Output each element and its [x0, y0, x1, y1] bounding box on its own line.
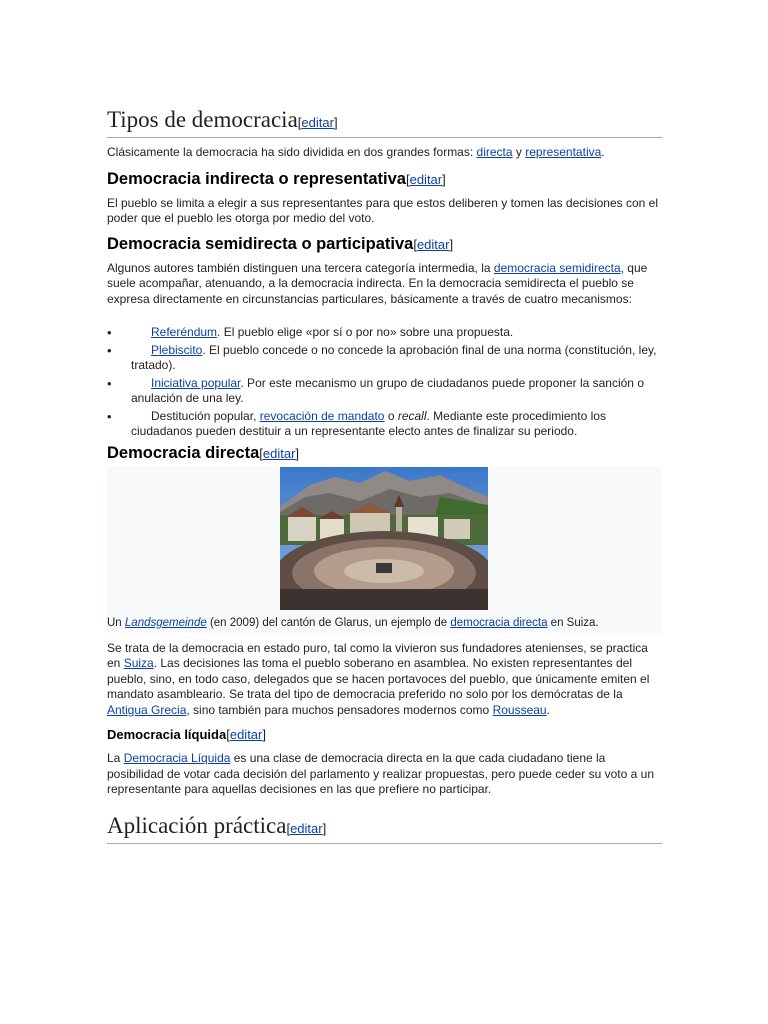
- text: Se trata de la democracia en estado puro, tal como la vivieron sus fundadores atenienses, se practica en: [107, 640, 648, 670]
- section-heading-liquida: [107, 726, 662, 744]
- text: .: [601, 145, 605, 159]
- text: , sino también para muchos pensadores modernos como: [186, 702, 493, 717]
- edit-link[interactable]: editar: [409, 171, 443, 187]
- section-heading-aplicacion: [107, 812, 662, 844]
- text: . El pueblo elige «por sí o por no» sobre una propuesta.: [217, 325, 514, 339]
- section-heading-directa: [107, 442, 662, 465]
- heading-text: Democracia semidirecta o participativa: [107, 234, 414, 253]
- paragraph-directa: [107, 641, 662, 719]
- text: . Las decisiones las toma el pueblo soberano en asamblea. No existen representantes del pueblo, sino, en todo caso, delegados que se hacen portavoces del pueblo, que únicamente emiten el mandato asambleario. Se trata del tipo de democracia preferido no solo por los demócratas de la: [107, 656, 650, 701]
- link-iniciativa-popular[interactable]: Iniciativa popular: [151, 375, 241, 390]
- link-antigua-grecia[interactable]: Antigua Grecia: [107, 702, 187, 717]
- heading-text: Aplicación práctica: [107, 812, 287, 838]
- link-referendum[interactable]: Referéndum: [151, 325, 218, 339]
- list-item: [107, 325, 662, 341]
- link-plebiscito[interactable]: Plebiscito: [151, 342, 203, 357]
- heading-text: Democracia directa: [107, 443, 260, 462]
- link-representativa[interactable]: representativa: [525, 145, 602, 159]
- link-rousseau[interactable]: Rousseau: [492, 702, 547, 717]
- figure-caption: [107, 616, 599, 630]
- text: . Mediante este procedimiento los ciudadanos pueden destituir a un representante electo antes de finalizar su periodo.: [131, 408, 606, 438]
- edit-section-indirecta: [editar]: [405, 171, 446, 187]
- edit-link[interactable]: editar: [262, 445, 296, 461]
- text: Destitución popular,: [151, 408, 260, 423]
- bullet-icon: •: [107, 342, 112, 358]
- heading-text: Tipos de democracia: [107, 107, 298, 132]
- article-content: [107, 106, 662, 844]
- text: , que suele acompañar, atenuando, a la democracia indirecta. En la democracia semidirecta el pueblo se expresa directamente en circunstancias particulares, básicamente a través de cuatro mecanismos:: [107, 260, 648, 306]
- text: en Suiza.: [547, 616, 599, 629]
- text: . El pueblo concede o no concede la aprobación final de una norma (constitución, ley, tratado).: [131, 342, 657, 372]
- paragraph-liquida: [107, 751, 662, 798]
- text: o: [384, 408, 398, 423]
- edit-section-aplicacion: [editar]: [286, 820, 327, 836]
- text: Un: [107, 616, 125, 629]
- edit-link[interactable]: editar: [229, 727, 263, 742]
- text: es una clase de democracia directa en la que cada ciudadano tiene la posibilidad de votar cada decisión del parlamento y realizar propuestas, pero puede ceder su voto a un representante para aquellas decisiones en las que prefiere no participar.: [107, 751, 655, 796]
- link-democracia-liquida[interactable]: Democracia Líquida: [123, 751, 231, 765]
- heading-text: Democracia indirecta o representativa: [107, 169, 406, 188]
- figure-landsgemeinde: [107, 467, 662, 633]
- text: y: [512, 145, 526, 159]
- text: La: [107, 751, 124, 765]
- text: (en 2009) del cantón de Glarus, un ejemplo de: [206, 616, 451, 629]
- edit-section-liquida: [editar]: [226, 727, 266, 742]
- heading-text: Democracia líquida: [107, 727, 227, 742]
- link-revocacion-mandato[interactable]: revocación de mandato: [259, 408, 385, 423]
- paragraph-indirecta: El pueblo se limita a elegir a sus representantes para que estos deliberen y tomen las decisiones con el poder que el pueblo les otorga por medio del voto.: [107, 195, 658, 225]
- link-democracia-semidirecta[interactable]: democracia semidirecta: [493, 260, 621, 275]
- bullet-icon: •: [107, 325, 112, 340]
- paragraph-semidirecta: [107, 261, 662, 308]
- section-heading-tipos: [107, 106, 662, 138]
- edit-section-tipos: [editar]: [297, 115, 338, 130]
- text: . Por este mecanismo un grupo de ciudadanos puede proponer la sanción o anulación de una ley.: [131, 375, 644, 405]
- link-democracia-directa[interactable]: democracia directa: [450, 616, 548, 629]
- bullet-icon: •: [107, 408, 112, 424]
- landsgemeinde-photo[interactable]: [280, 467, 488, 610]
- link-landsgemeinde[interactable]: Landsgemeinde: [124, 616, 207, 629]
- text: Clásicamente la democracia ha sido dividida en dos grandes formas:: [107, 145, 477, 159]
- text: Algunos autores también distinguen una tercera categoría intermedia, la: [107, 260, 494, 275]
- link-suiza[interactable]: Suiza: [123, 656, 154, 670]
- bullet-icon: •: [107, 375, 112, 391]
- edit-link[interactable]: editar: [301, 115, 334, 130]
- edit-link[interactable]: editar: [416, 236, 450, 252]
- edit-section-directa: [editar]: [259, 445, 300, 461]
- list-item: [107, 343, 662, 374]
- section-heading-semidirecta: [107, 233, 662, 256]
- photo-illustration: [280, 467, 488, 610]
- italic-text: recall: [397, 408, 427, 423]
- text: .: [546, 702, 550, 717]
- section-heading-indirecta: [107, 168, 662, 191]
- list-item: [107, 409, 662, 440]
- list-item: [107, 376, 662, 407]
- edit-section-semidirecta: [editar]: [413, 236, 454, 252]
- paragraph-tipos-intro: [107, 145, 662, 161]
- edit-link[interactable]: editar: [290, 820, 323, 836]
- mechanisms-list: [107, 325, 662, 440]
- link-directa[interactable]: directa: [476, 145, 513, 159]
